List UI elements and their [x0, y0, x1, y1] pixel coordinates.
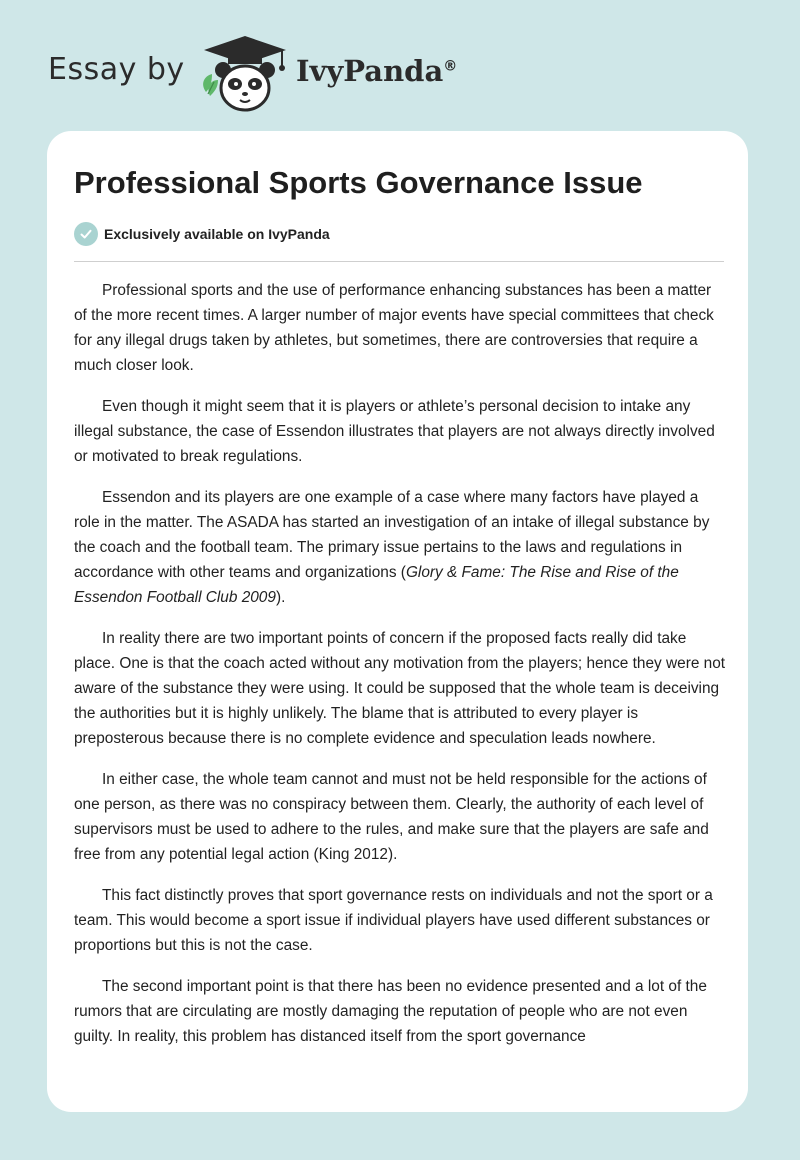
paragraph: In either case, the whole team cannot and must not be held responsible for the actions of one person, as there was no conspiracy between them. Clearly, the authority of each level of supervisors must be used to adhere to the rules, and make sure that the players are safe and free from any potential legal action (King 2012). — [74, 771, 709, 863]
paragraph-text: Essendon and its players are one example of a case where many factors have played a role in the matter. The ASADA has started an investigation of an intake of illegal substance by the coach and the football team. The primary issue pertains to the laws and regulations in accordance with other teams and organizations ( — [74, 489, 710, 581]
paragraph: Even though it might seem that it is players or athlete’s personal decision to intake any illegal substance, the case of Essendon illustrates that players are not always directly involved or motivated to break regulations. — [74, 398, 715, 465]
site-header — [48, 34, 548, 114]
brand-name[interactable]: IvyPanda® — [296, 54, 458, 88]
paragraph-text: ). — [275, 589, 286, 606]
paragraph: The second important point is that there has been no evidence presented and a lot of the rumors that are circulating are mostly damaging the reputation of people who are not even guilty. In reality, this problem has distanced itself from the sport governance — [74, 978, 707, 1045]
essay-body — [74, 278, 726, 1065]
citation-title: Glory & Fame: The Rise and Rise of the Essendon Football Club 2009 — [74, 564, 679, 606]
paragraph: This fact distinctly proves that sport governance rests on individuals and not the sport or a team. This would become a sport issue if individual players have used different substances or proportions but this is not the case. — [74, 887, 713, 954]
badge-label: Exclusively available on IvyPanda — [104, 226, 330, 242]
paragraph: In reality there are two important points of concern if the proposed facts really did take place. One is that the coach acted without any motivation from the players; hence they were not aware of the substance they were using. It could be supposed that the whole team is deceiving the authorities but it is highly unlikely. The blame that is attributed to every player is preposterous because there is no complete evidence and speculation leads nowhere. — [74, 630, 726, 747]
panda-graduate-logo-icon — [198, 34, 292, 114]
paragraph — [74, 485, 726, 610]
essay-by-label: Essay by — [48, 52, 185, 87]
trademark-symbol: ® — [443, 58, 458, 75]
essay-card — [47, 131, 748, 1112]
paragraph: Professional sports and the use of performance enhancing substances has been a matter of the more recent times. A larger number of major events have special committees that check for any illegal drugs taken by athletes, but sometimes, there are controversies that require a much closer look. — [74, 282, 714, 374]
availability-badge — [74, 222, 330, 246]
checkmark-icon — [74, 222, 98, 246]
page-title: Professional Sports Governance Issue — [74, 165, 643, 200]
divider — [74, 261, 724, 262]
